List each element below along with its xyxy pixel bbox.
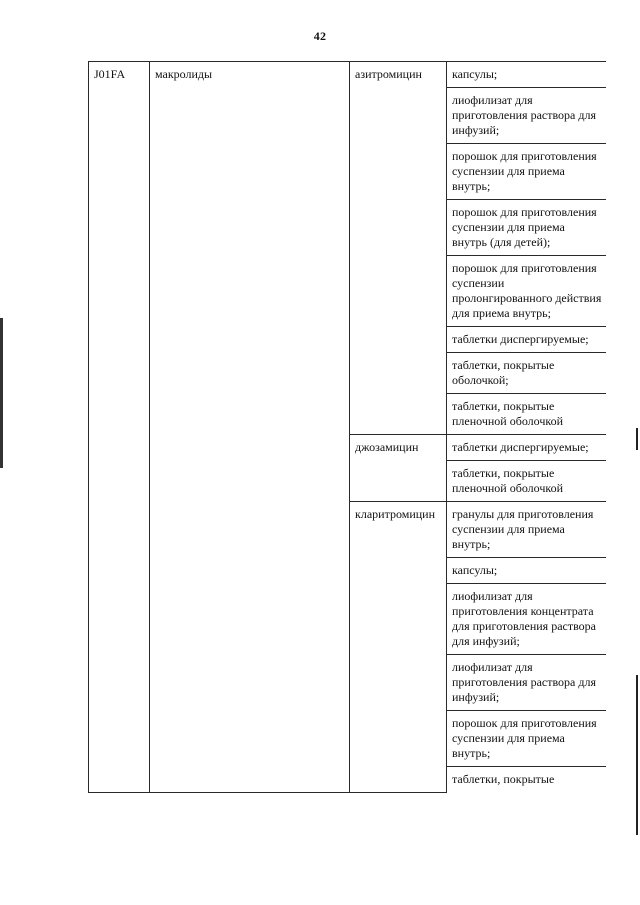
drug-name-cell: азитромицин xyxy=(350,62,447,435)
dosage-form-cell: порошок для приготовления суспензии для приема внутрь; xyxy=(447,711,607,767)
atc-code-cell: J01FA xyxy=(89,62,150,793)
dosage-form-cell: таблетки, покрытые xyxy=(447,767,607,793)
drug-name-cell: кларитромицин xyxy=(350,502,447,793)
dosage-form-cell: лиофилизат для приготовления раствора для инфузий; xyxy=(447,88,607,144)
dosage-form-cell: порошок для приготовления суспензии пролонгированного действия для приема внутрь; xyxy=(447,256,607,327)
dosage-form-cell: гранулы для приготовления суспензии для приема внутрь; xyxy=(447,502,607,558)
dosage-form-cell: порошок для приготовления суспензии для приема внутрь (для детей); xyxy=(447,200,607,256)
dosage-form-cell: таблетки, покрытые пленочной оболочкой xyxy=(447,461,607,502)
dosage-form-cell: лиофилизат для приготовления концентрата для приготовления раствора для инфузий; xyxy=(447,584,607,655)
page-number: 42 xyxy=(313,29,327,43)
drug-name-cell: джозамицин xyxy=(350,435,447,502)
dosage-form-cell: капсулы; xyxy=(447,62,607,88)
drug-table-body xyxy=(89,62,607,793)
dosage-form-cell: лиофилизат для приготовления раствора для инфузий; xyxy=(447,655,607,711)
dosage-form-cell: таблетки, покрытые пленочной оболочкой xyxy=(447,394,607,435)
scan-edge-mark-right-2 xyxy=(636,675,638,835)
dosage-form-cell: таблетки диспергируемые; xyxy=(447,327,607,353)
dosage-form-cell: порошок для приготовления суспензии для приема внутрь; xyxy=(447,144,607,200)
scan-edge-mark-right-1 xyxy=(636,428,638,450)
dosage-form-cell: таблетки, покрытые оболочкой; xyxy=(447,353,607,394)
pharmacological-group-cell: макролиды xyxy=(150,62,350,793)
drug-table-container xyxy=(88,61,606,844)
table-row xyxy=(89,62,607,88)
dosage-form-cell: таблетки диспергируемые; xyxy=(447,435,607,461)
scan-edge-mark-left xyxy=(0,318,3,468)
dosage-form-cell: капсулы; xyxy=(447,558,607,584)
drug-table xyxy=(88,61,606,793)
